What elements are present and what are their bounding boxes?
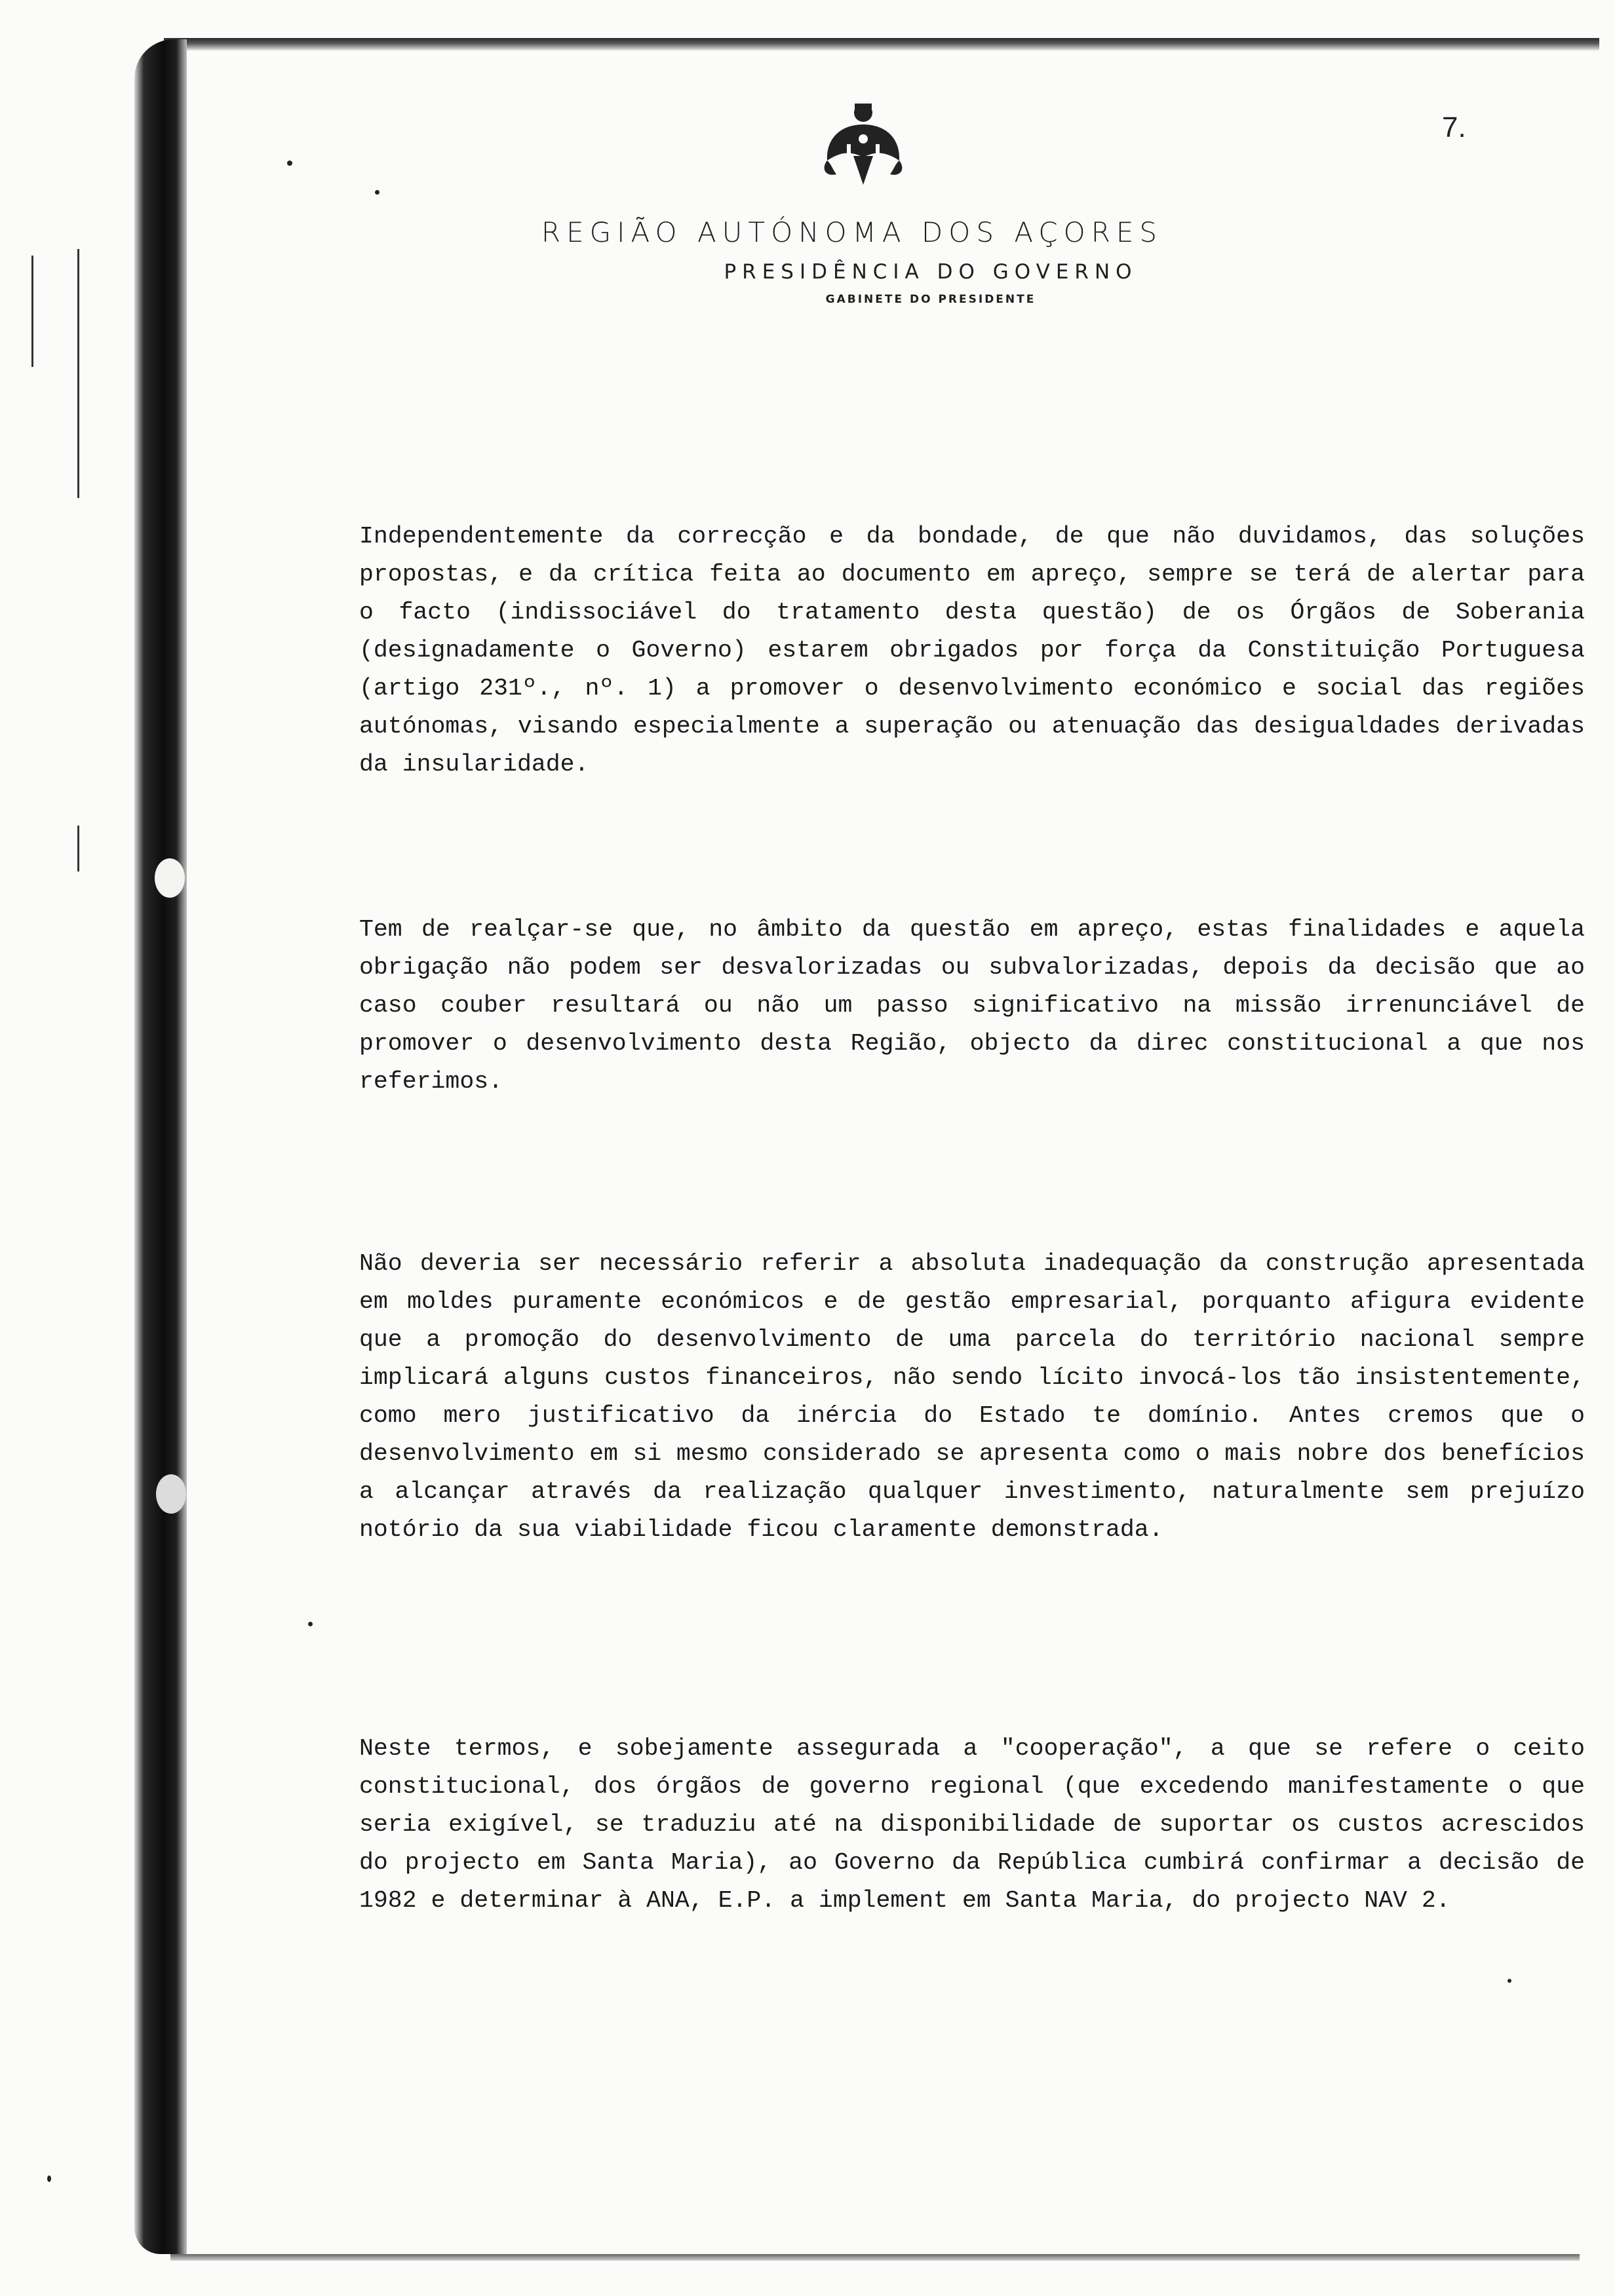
paragraph-3: Não deveria ser necessário referir a absoluta inadequação da construção apresentada em moldes puramente económicos e de gestão empresarial, porquanto afigura evidente que a promoção do desenvolvimento de uma parcela do território nacional sempre implicará alguns custos financeiros, não sendo lícito invocá-los tão insistentemente, como mero justificativo da inércia do Estado te domínio. Antes cremos que o desenvolvimento em si mesmo considerado se apresenta como o mais nobre dos benefícios a alcançar através da realização qualquer investimento, naturalmente sem prejuízo notório da sua viabilidade ficou claramente demonstrada.: [359, 1250, 1585, 1543]
letterhead-office: PRESIDÊNCIA DO GOVERNO: [724, 260, 1138, 284]
speck: [1508, 1979, 1511, 1983]
binding-shadow: [134, 39, 187, 2254]
speck: [287, 161, 292, 166]
margin-mark: [77, 249, 79, 498]
margin-mark: [77, 826, 79, 871]
speck: [375, 190, 379, 195]
speck: [308, 1622, 313, 1626]
margin-mark: [31, 256, 33, 367]
letterhead-region: REGIÃO AUTÓNOMA DOS AÇORES: [541, 216, 1163, 248]
letterhead-cabinet: GABINETE DO PRESIDENTE: [825, 293, 1036, 306]
coat-of-arms-icon: [814, 98, 912, 190]
punch-hole-bottom: [156, 1474, 186, 1514]
scan-top-edge: [164, 38, 1599, 51]
punch-hole-top: [155, 858, 185, 898]
paragraph-2: Tem de realçar-se que, no âmbito da questão em apreço, estas finalidades e aquela obrigação não podem ser desvalorizadas ou subvalorizadas, depois da decisão que ao caso couber resultará ou não um passo significativo na missão irrenunciável de promover o desenvolvimento desta Região, objecto da direc constitucional a que nos referimos.: [359, 916, 1585, 1095]
paragraph-1: Independentemente da correcção e da bondade, de que não duvidamos, das soluções propostas, e da crítica feita ao documento em apreço, sempre se terá de alertar para o facto (indissociável do tratamento desta questão) de os Órgãos de Soberania (designadamente o Governo) estarem obrigados por força da Constituição Portuguesa (artigo 231º., nº. 1) a promover o desenvolvimento económico e social das regiões autónomas, visando especialmente a superação ou atenuação das desigualdades derivadas da insularidade.: [359, 523, 1585, 778]
speck: [47, 2175, 51, 2182]
paragraph-4: Neste termos, e sobejamente assegurada a "cooperação", a que se refere o ceito constitucional, dos órgãos de governo regional (que excedendo manifestamente o que seria exigível, se traduziu até na disponibilidade de suportar os custos acrescidos do projecto em Santa Maria), ao Governo da República cumbirá confirmar a decisão de 1982 e determinar à ANA, E.P. a implement em Santa Maria, do projecto NAV 2.: [359, 1735, 1585, 1914]
page-number: 7.: [1442, 111, 1466, 144]
letterhead: [393, 216, 1311, 306]
scan-bottom-edge: [170, 2254, 1580, 2261]
